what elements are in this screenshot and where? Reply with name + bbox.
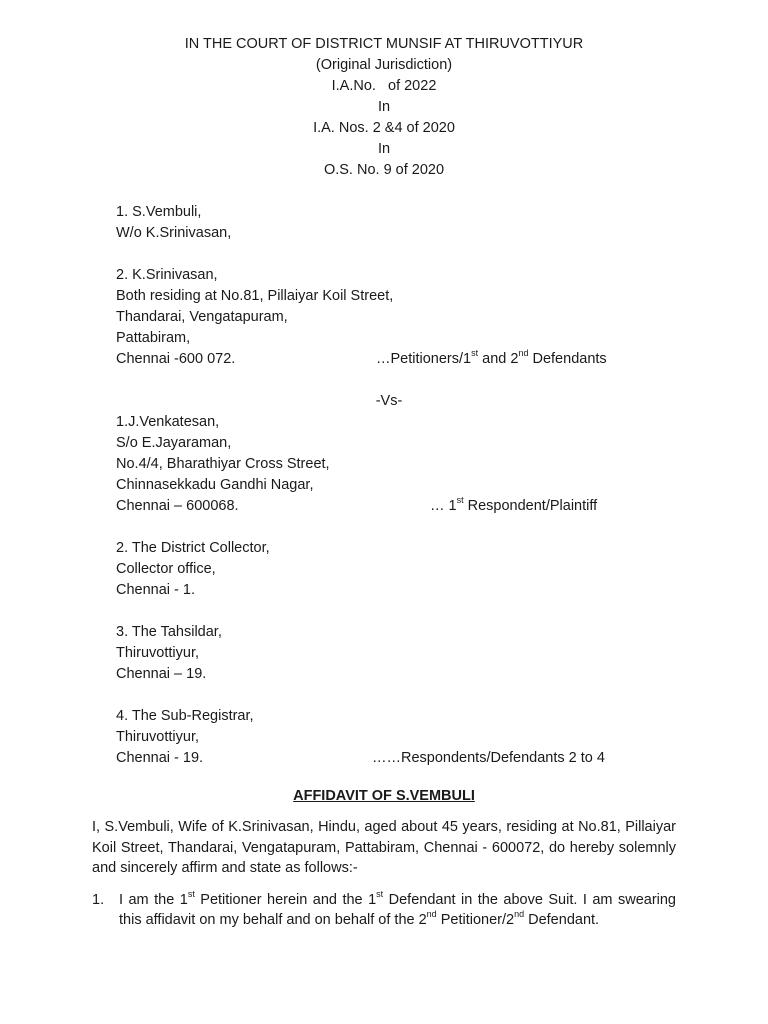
address-text: Chennai – 19. xyxy=(116,666,207,682)
ordinal-suffix: nd xyxy=(518,348,529,359)
address-text: Thandarai, Vengatapuram, xyxy=(116,309,288,325)
address-text: 1. S.Vembuli, xyxy=(116,204,202,220)
ordinal-suffix: nd xyxy=(514,909,525,920)
address-text: 1.J.Venkatesan, xyxy=(116,414,220,430)
address-text: Chinnasekkadu Gandhi Nagar, xyxy=(116,477,314,493)
respondents-block xyxy=(92,412,676,769)
affidavit-points xyxy=(92,890,676,931)
respondent-address-line xyxy=(92,475,676,496)
address-text: Chennai – 600068. xyxy=(116,498,239,514)
spacer xyxy=(92,244,676,265)
affidavit-point xyxy=(92,890,676,931)
in-line-1: In xyxy=(377,99,391,115)
petitioner-address-line xyxy=(92,286,676,307)
point-text xyxy=(119,890,676,931)
in-line-2: In xyxy=(377,141,391,157)
petitioner-address-line xyxy=(92,349,676,370)
os-number-line: O.S. No. 9 of 2020 xyxy=(323,162,445,178)
affidavit-intro: I, S.Vembuli, Wife of K.Srinivasan, Hindu, aged about 45 years, residing at No.81, Pillaiyar Koil Street, Thandarai, Vengatapuram, Pattabiram, Chennai - 600072, do hereby solemnly and sincerely affirm and state as follows:- xyxy=(92,819,676,876)
point-text-run: Petitioner herein and the 1 xyxy=(194,891,377,908)
point-text-run: I am the 1 xyxy=(119,891,188,908)
party-designation: …Petitioners/1st and 2nd Defendants xyxy=(376,348,607,367)
ordinal-suffix: st xyxy=(471,348,479,359)
respondent-address-line xyxy=(92,412,676,433)
petitioner-address-line xyxy=(92,307,676,328)
respondent-address-line xyxy=(92,706,676,727)
ordinal-suffix: st xyxy=(187,888,195,899)
ordinal-suffix: nd xyxy=(426,909,437,920)
point-text-run: Defendant in the above Suit. I am swearing this affidavit on my behalf and on behalf of the 2 xyxy=(119,891,677,928)
jurisdiction-line: (Original Jurisdiction) xyxy=(315,57,453,73)
petitioner-address-line xyxy=(92,328,676,349)
spacer xyxy=(92,601,676,622)
address-text: Collector office, xyxy=(116,561,216,577)
respondent-address-line xyxy=(92,454,676,475)
respondent-address-line xyxy=(92,559,676,580)
ia-nos-line: I.A. Nos. 2 &4 of 2020 xyxy=(313,120,455,136)
address-text: 2. The District Collector, xyxy=(116,540,270,556)
address-text: 3. The Tahsildar, xyxy=(116,624,222,640)
ordinal-suffix: st xyxy=(456,495,464,506)
respondent-address-line xyxy=(92,622,676,643)
party-designation: … 1st Respondent/Plaintiff xyxy=(430,495,598,514)
ordinal-suffix: st xyxy=(376,888,384,899)
petitioner-address-line xyxy=(92,202,676,223)
address-text: Thiruvottiyur, xyxy=(116,729,199,745)
point-text-run: Petitioner/2 xyxy=(436,912,515,928)
address-text: 2. K.Srinivasan, xyxy=(116,267,218,283)
spacer xyxy=(92,517,676,538)
respondent-address-line xyxy=(92,580,676,601)
address-text: Pattabiram, xyxy=(116,330,191,346)
respondent-address-line xyxy=(92,496,676,517)
respondent-address-line xyxy=(92,664,676,685)
address-text: Chennai -600 072. xyxy=(116,351,236,367)
address-text: Both residing at No.81, Pillaiyar Koil Street, xyxy=(116,288,394,304)
address-text: S/o E.Jayaraman, xyxy=(116,435,232,451)
ia-number-line: I.A.No. of 2022 xyxy=(331,78,437,94)
spacer xyxy=(92,181,676,202)
spacer xyxy=(92,370,676,391)
respondent-address-line xyxy=(92,433,676,454)
party-designation: ……Respondents/Defendants 2 to 4 xyxy=(372,750,605,766)
address-text: Thiruvottiyur, xyxy=(116,645,199,661)
versus-line: -Vs- xyxy=(375,393,403,409)
petitioner-address-line xyxy=(92,265,676,286)
petitioner-address-line xyxy=(92,223,676,244)
point-text-run: Defendant. xyxy=(524,912,600,928)
address-text: Chennai - 19. xyxy=(116,750,204,766)
spacer xyxy=(92,685,676,706)
respondent-address-line xyxy=(92,748,676,769)
case-header xyxy=(92,34,676,181)
address-text: Chennai - 1. xyxy=(116,582,195,598)
address-text: No.4/4, Bharathiyar Cross Street, xyxy=(116,456,330,472)
respondent-address-line xyxy=(92,643,676,664)
affidavit-title: AFFIDAVIT OF S.VEMBULI xyxy=(293,788,475,804)
respondent-address-line xyxy=(92,727,676,748)
point-number: 1. xyxy=(92,891,105,908)
petitioners-block xyxy=(92,181,676,370)
respondent-address-line xyxy=(92,538,676,559)
address-text: W/o K.Srinivasan, xyxy=(116,225,232,241)
address-text: 4. The Sub-Registrar, xyxy=(116,708,254,724)
court-title: IN THE COURT OF DISTRICT MUNSIF AT THIRUVOTTIYUR xyxy=(184,36,584,52)
